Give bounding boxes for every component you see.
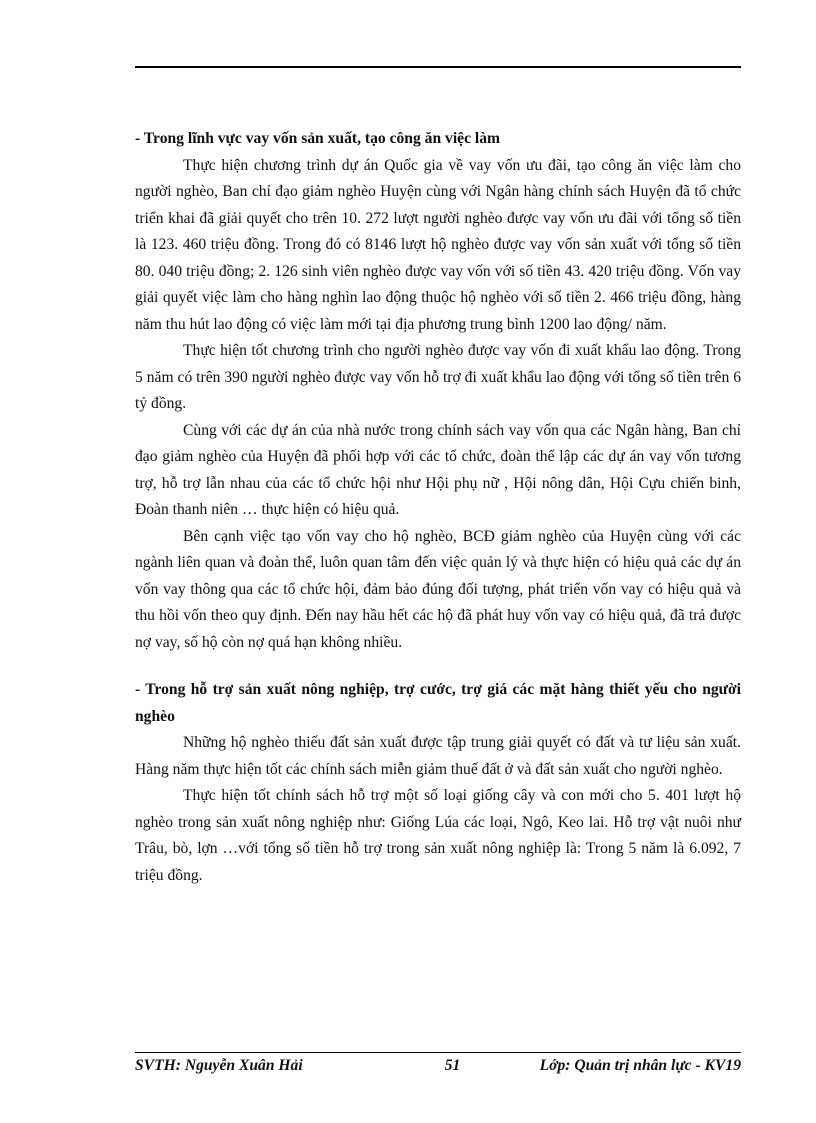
footer-author: SVTH: Nguyễn Xuân Hải bbox=[135, 1057, 303, 1074]
section-heading: - Trong hỗ trợ sản xuất nông nghiệp, trợ cước, trợ giá các mặt hàng thiết yếu cho người nghèo bbox=[135, 681, 741, 725]
page-body bbox=[135, 126, 741, 889]
paragraph: Thực hiện tốt chính sách hỗ trợ một số loại giống cây và con mới cho 5. 401 lượt hộ nghèo trong sản xuất nông nghiệp như: Giống Lúa các loại, Ngô, Keo lai. Hỗ trợ vật nuôi như Trâu, bò, lợn …với tổng số tiền hỗ trợ trong sản xuất nông nghiệp là: Trong 5 năm là 6.092, 7 triệu đồng. bbox=[135, 787, 741, 884]
section-loans bbox=[135, 126, 741, 656]
page-number: 51 bbox=[444, 1057, 461, 1074]
paragraph: Thực hiện chương trình dự án Quốc gia về vay vốn ưu đãi, tạo công ăn việc làm cho người nghèo, Ban chỉ đạo giảm nghèo Huyện cùng với Ngân hàng chính sách Huyện đã tổ chức triển khai đã giải quyết cho trên 10. 272 lượt người nghèo được vay vốn ưu đãi với tổng số tiền là 123. 460 triệu đồng. Trong đó có 8146 lượt hộ nghèo được vay vốn sản xuất với tổng số tiền 80. 040 triệu đồng; 2. 126 sinh viên nghèo được vay vốn với số tiền 43. 420 triệu đồng. Vốn vay giải quyết việc làm cho hàng nghìn lao động thuộc hộ nghèo với số tiền 2. 466 triệu đồng, hàng năm thu hút lao động có việc làm mới tại địa phương trung bình 1200 lao động/ năm. bbox=[135, 156, 741, 333]
paragraph: Cùng với các dự án của nhà nước trong chính sách vay vốn qua các Ngân hàng, Ban chỉ đạo giảm nghèo của Huyện đã phối hợp với các tổ chức, đoàn thể lập các dự án vay vốn tương trợ, hỗ trợ lẫn nhau của các tổ chức hội như Hội phụ nữ , Hội nông dân, Hội Cựu chiến binh, Đoàn thanh niên … thực hiện có hiệu quả. bbox=[135, 421, 741, 518]
paragraph: Thực hiện tốt chương trình cho người nghèo được vay vốn đi xuất khẩu lao động. Trong 5 năm có trên 390 người nghèo được vay vốn hỗ trợ đi xuất khẩu lao động với tổng số tiền trên 6 tỷ đồng. bbox=[135, 342, 741, 412]
section-heading: - Trong lĩnh vực vay vốn sản xuất, tạo công ăn việc làm bbox=[135, 130, 501, 147]
section-spacer bbox=[135, 656, 741, 677]
paragraph: Những hộ nghèo thiếu đất sản xuất được tập trung giải quyết có đất và tư liệu sản xuất. Hàng năm thực hiện tốt các chính sách miễn giảm thuế đất ở và đất sản xuất cho người nghèo. bbox=[135, 734, 741, 778]
page-footer bbox=[135, 1052, 741, 1075]
footer-class: Lớp: Quản trị nhân lực - KV19 bbox=[539, 1057, 741, 1074]
header-rule bbox=[135, 66, 741, 68]
section-agriculture-support bbox=[135, 677, 741, 889]
paragraph: Bên cạnh việc tạo vốn vay cho hộ nghèo, BCĐ giảm nghèo của Huyện cùng với các ngành liên quan và đoàn thể, luôn quan tâm đến việc quản lý và thực hiện có hiệu quả các dự án vốn vay thông qua các tổ chức hội, đảm bảo đúng đối tượng, phát triển vốn vay có hiệu quả và thu hồi vốn theo quy định. Đến nay hầu hết các hộ đã phát huy vốn vay có hiệu quả, đã trả được nợ vay, số hộ còn nợ quá hạn không nhiều. bbox=[135, 527, 741, 651]
